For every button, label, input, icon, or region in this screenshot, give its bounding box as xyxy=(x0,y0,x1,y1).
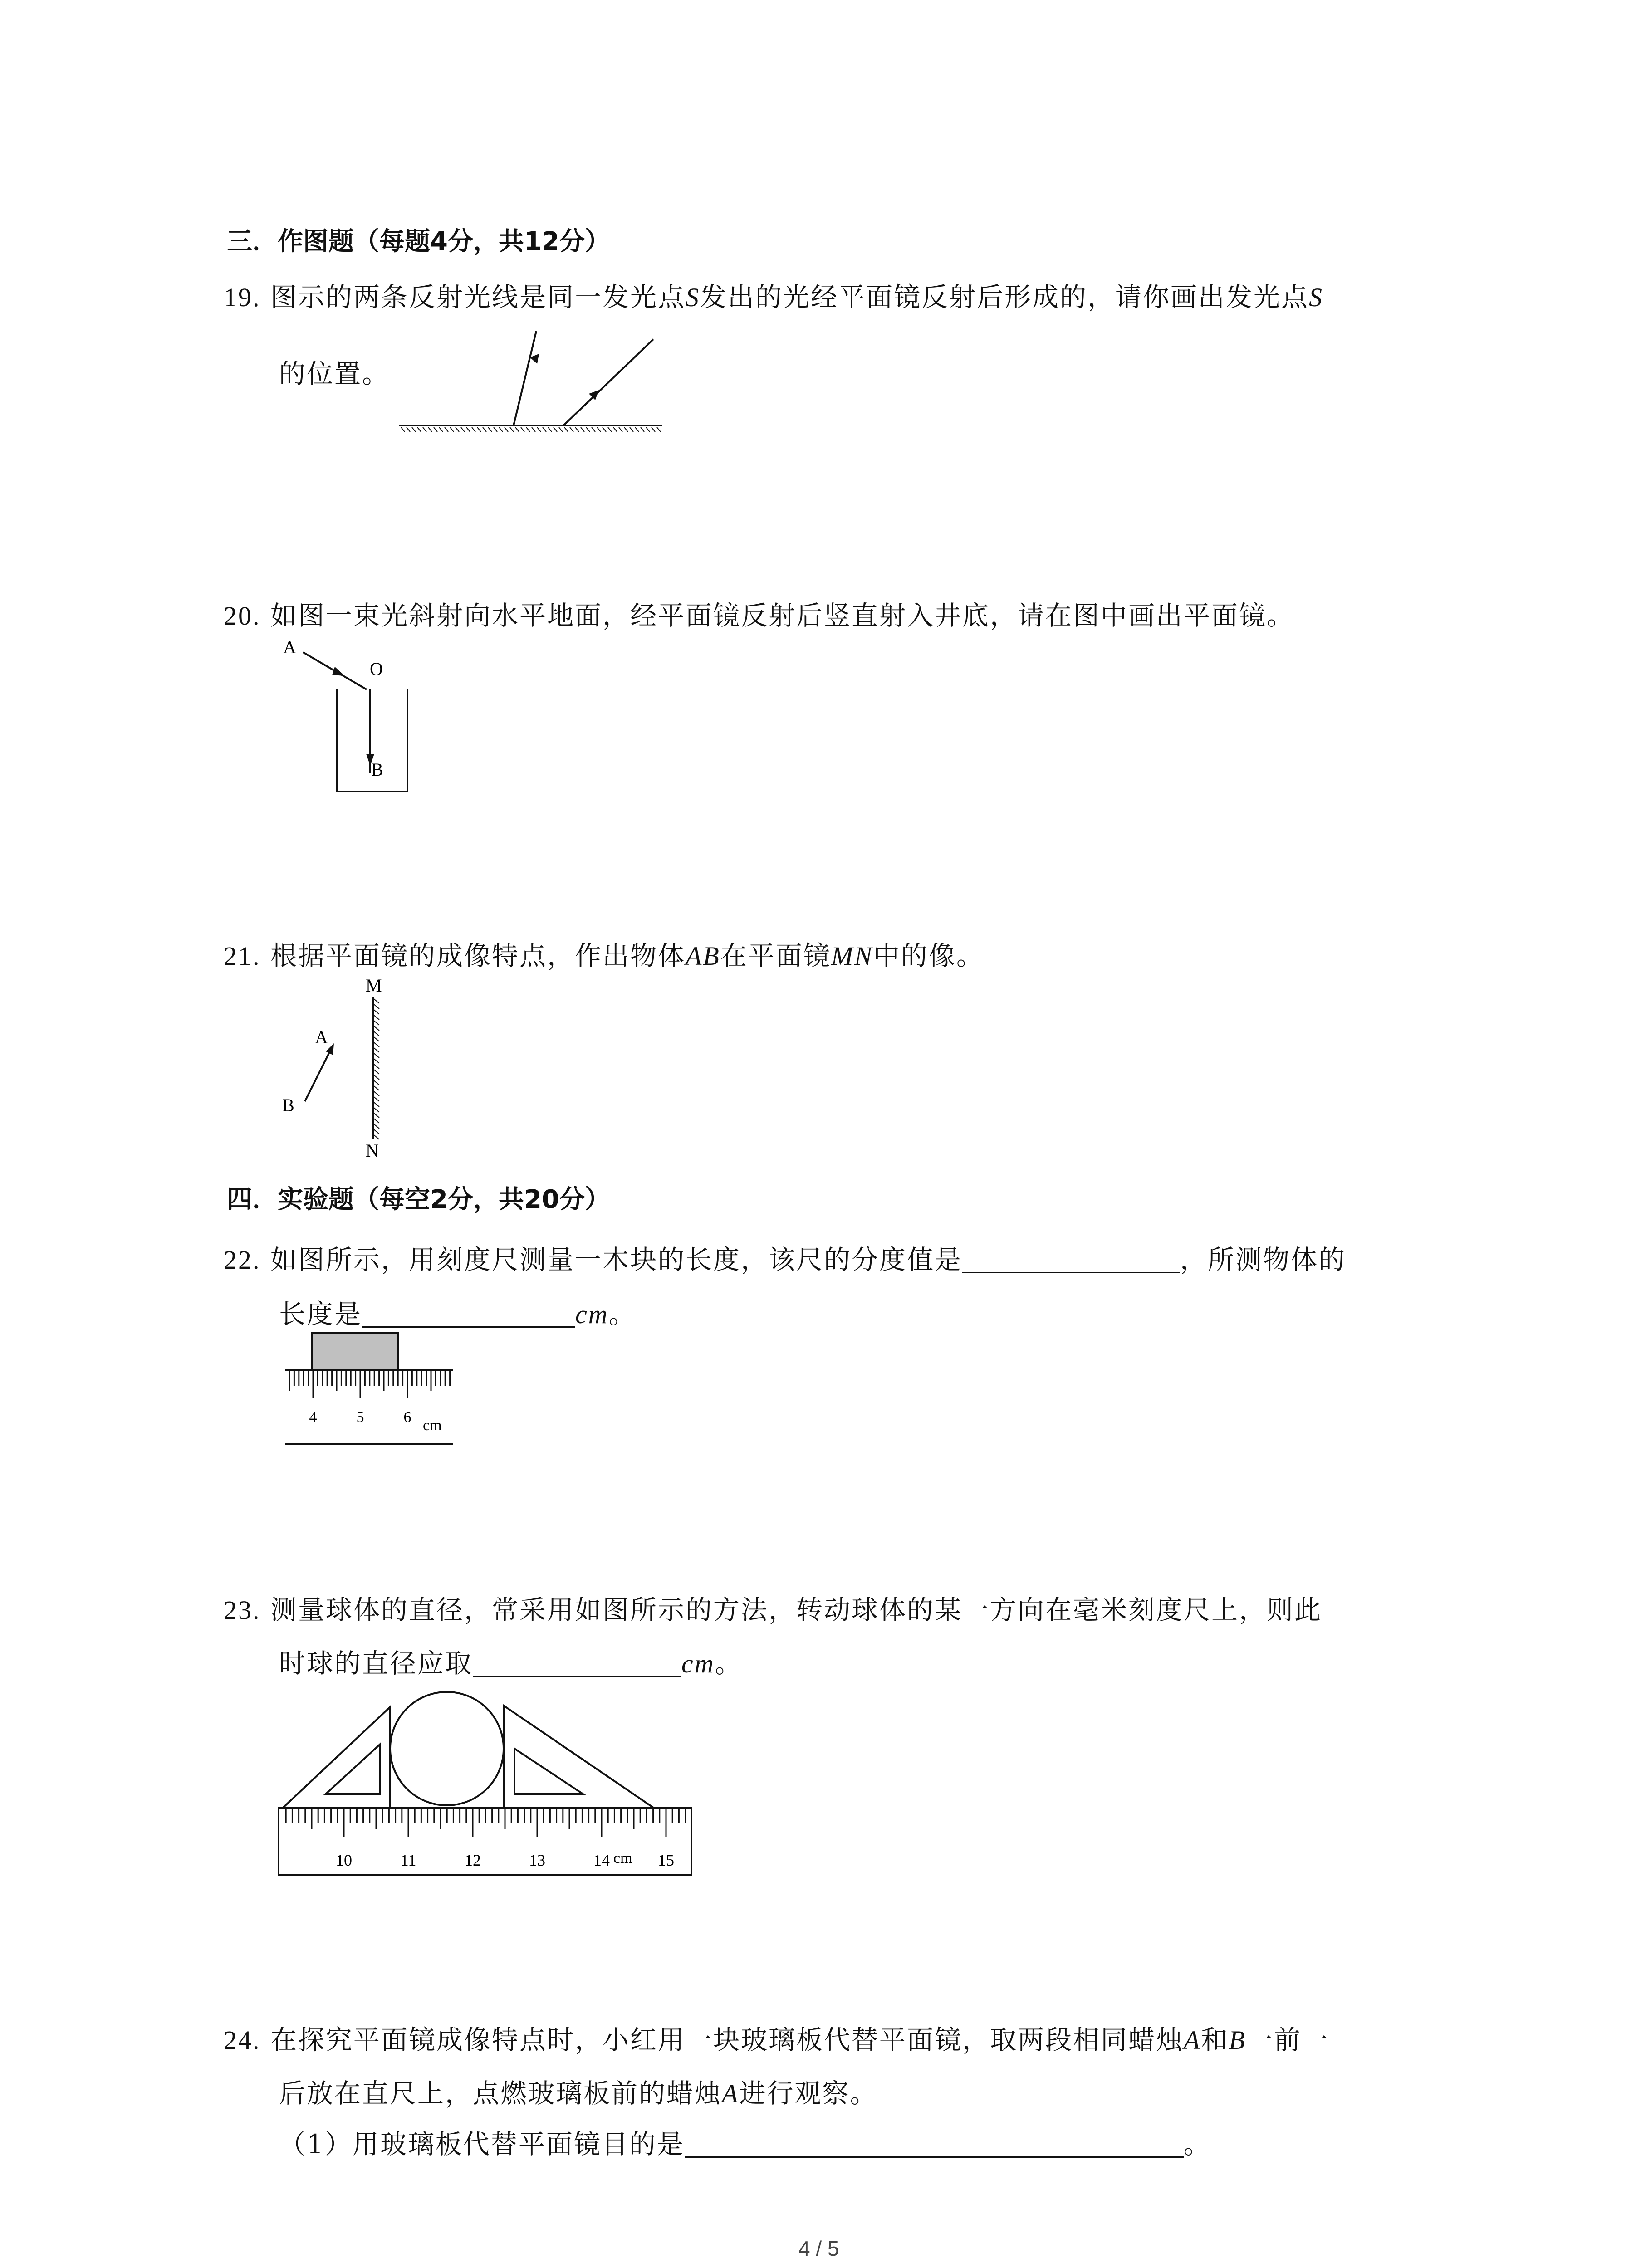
ruler-unit: cm xyxy=(613,1850,632,1867)
ruler-label-15: 15 xyxy=(658,1851,674,1869)
question-19-var-s: S xyxy=(685,283,700,312)
question-23-text-b: 时球的直径应取 xyxy=(279,1648,473,1679)
question-19-line-1 xyxy=(224,276,1323,314)
question-22-line-2 xyxy=(279,1293,637,1331)
question-19-number: 19. xyxy=(224,283,261,312)
label-a: A xyxy=(283,637,296,657)
question-24-sub-1 xyxy=(279,2123,1211,2161)
label-n: N xyxy=(366,1140,379,1161)
figure-21-mirror-diagram xyxy=(277,975,404,1166)
question-21-text-a: 根据平面镜的成像特点，作出物体 xyxy=(270,940,686,971)
ruler-label-13: 13 xyxy=(529,1851,545,1869)
question-22-text-b: ，所测物体的 xyxy=(1180,1244,1346,1275)
question-23-text-a: 测量球体的直径，常采用如图所示的方法，转动球体的某一方向在毫米刻度尺上，则此 xyxy=(270,1594,1322,1625)
question-24-text-a3: 一前一 xyxy=(1246,2024,1329,2055)
section-3-title: 三．作图题（每题4分，共12分） xyxy=(227,227,610,256)
question-19-text-b: 发出的光经平面镜反射后形成的，请你画出发光点 xyxy=(700,282,1309,313)
question-23-line-1 xyxy=(224,1589,1322,1627)
left-set-square xyxy=(283,1707,390,1808)
figure-23-ball-ruler xyxy=(277,1681,708,1885)
question-22-text-a: 如图所示，用刻度尺测量一木块的长度，该尺的分度值是 xyxy=(270,1244,962,1275)
question-21-line xyxy=(224,934,984,973)
figure-20-well-diagram xyxy=(277,635,426,803)
question-20-line xyxy=(224,594,1294,632)
question-20-text: 如图一束光斜射向水平地面，经平面镜反射后竖直射入井底，请在图中画出平面镜。 xyxy=(270,600,1294,631)
incident-ray-arrow xyxy=(332,667,345,676)
question-24-var-b: B xyxy=(1229,2025,1246,2055)
question-19-text-a: 图示的两条反射光线是同一发光点 xyxy=(270,282,686,313)
question-22-tail: 。 xyxy=(608,1299,637,1330)
page-number: 4 / 5 xyxy=(798,2237,839,2260)
answer-blank-division-value[interactable] xyxy=(962,1245,1180,1273)
question-23-number: 23. xyxy=(224,1595,261,1625)
ruler-ticks xyxy=(286,1808,685,1837)
section-4-title: 四．实验题（每空2分，共20分） xyxy=(227,1185,610,1214)
question-24-number: 24. xyxy=(224,2025,261,2055)
question-22-unit: cm xyxy=(575,1300,609,1329)
ruler-label-11: 11 xyxy=(400,1851,416,1869)
question-20-number: 20. xyxy=(224,601,261,631)
question-24-sub-1-text: （1）用玻璃板代替平面镜目的是 xyxy=(279,2129,685,2160)
question-21-text-b: 在平面镜 xyxy=(720,940,831,971)
question-22-text-c: 长度是 xyxy=(279,1299,362,1330)
question-19-var-s-2: S xyxy=(1308,283,1323,312)
question-22-line-1 xyxy=(224,1238,1346,1276)
question-21-text-c: 中的像。 xyxy=(873,940,984,971)
label-b: B xyxy=(282,1095,294,1115)
reflected-ray-1 xyxy=(514,331,536,425)
question-24-var-a: A xyxy=(1183,2025,1201,2055)
answer-blank-glass-purpose[interactable] xyxy=(685,2129,1184,2158)
left-set-square-inner xyxy=(326,1744,380,1794)
question-24-sub-1-tail: 。 xyxy=(1183,2129,1211,2160)
question-22-number: 22. xyxy=(224,1245,261,1275)
question-21-var-ab: AB xyxy=(685,941,720,971)
mirror-hatching xyxy=(401,427,661,432)
answer-blank-diameter[interactable] xyxy=(473,1648,681,1677)
ruler-label-4: 4 xyxy=(309,1409,317,1426)
mirror-mn-hatching xyxy=(374,999,379,1139)
label-m: M xyxy=(366,975,382,996)
question-23-unit: cm xyxy=(681,1649,715,1678)
question-23-tail: 。 xyxy=(715,1648,743,1679)
ruler-label-10: 10 xyxy=(336,1851,352,1869)
right-set-square-inner xyxy=(514,1749,583,1794)
ruler-label-12: 12 xyxy=(465,1851,481,1869)
question-19-text-c: 的位置。 xyxy=(279,358,390,389)
question-24-line-1 xyxy=(224,2019,1329,2057)
label-o: O xyxy=(370,659,383,679)
question-24-var-a-2: A xyxy=(722,2079,740,2108)
question-23-line-2 xyxy=(279,1642,743,1680)
reflected-ray-2 xyxy=(563,339,653,425)
label-b: B xyxy=(371,759,383,780)
object-ab xyxy=(305,1049,331,1101)
question-24-line-2 xyxy=(279,2072,877,2110)
question-24-text-a2: 和 xyxy=(1201,2024,1229,2055)
ball xyxy=(390,1692,504,1805)
ruler-label-14: 14 xyxy=(593,1851,610,1869)
question-24-text-b2: 进行观察。 xyxy=(739,2078,878,2109)
question-24-text-a1: 在探究平面镜成像特点时，小红用一块玻璃板代替平面镜，取两段相同蜡烛 xyxy=(270,2024,1184,2055)
ruler-ticks xyxy=(289,1370,450,1398)
wooden-block xyxy=(312,1333,398,1370)
ruler-unit: cm xyxy=(423,1417,442,1434)
question-21-var-mn: MN xyxy=(831,941,873,971)
question-24-text-b1: 后放在直尺上，点燃玻璃板前的蜡烛 xyxy=(279,2078,722,2109)
answer-blank-length[interactable] xyxy=(362,1299,575,1328)
question-21-number: 21. xyxy=(224,941,261,971)
figure-22-ruler xyxy=(277,1331,458,1458)
figure-19-reflection-diagram xyxy=(395,322,676,440)
ruler-label-6: 6 xyxy=(403,1409,411,1426)
ruler-label-5: 5 xyxy=(356,1409,364,1426)
label-a: A xyxy=(315,1027,328,1047)
